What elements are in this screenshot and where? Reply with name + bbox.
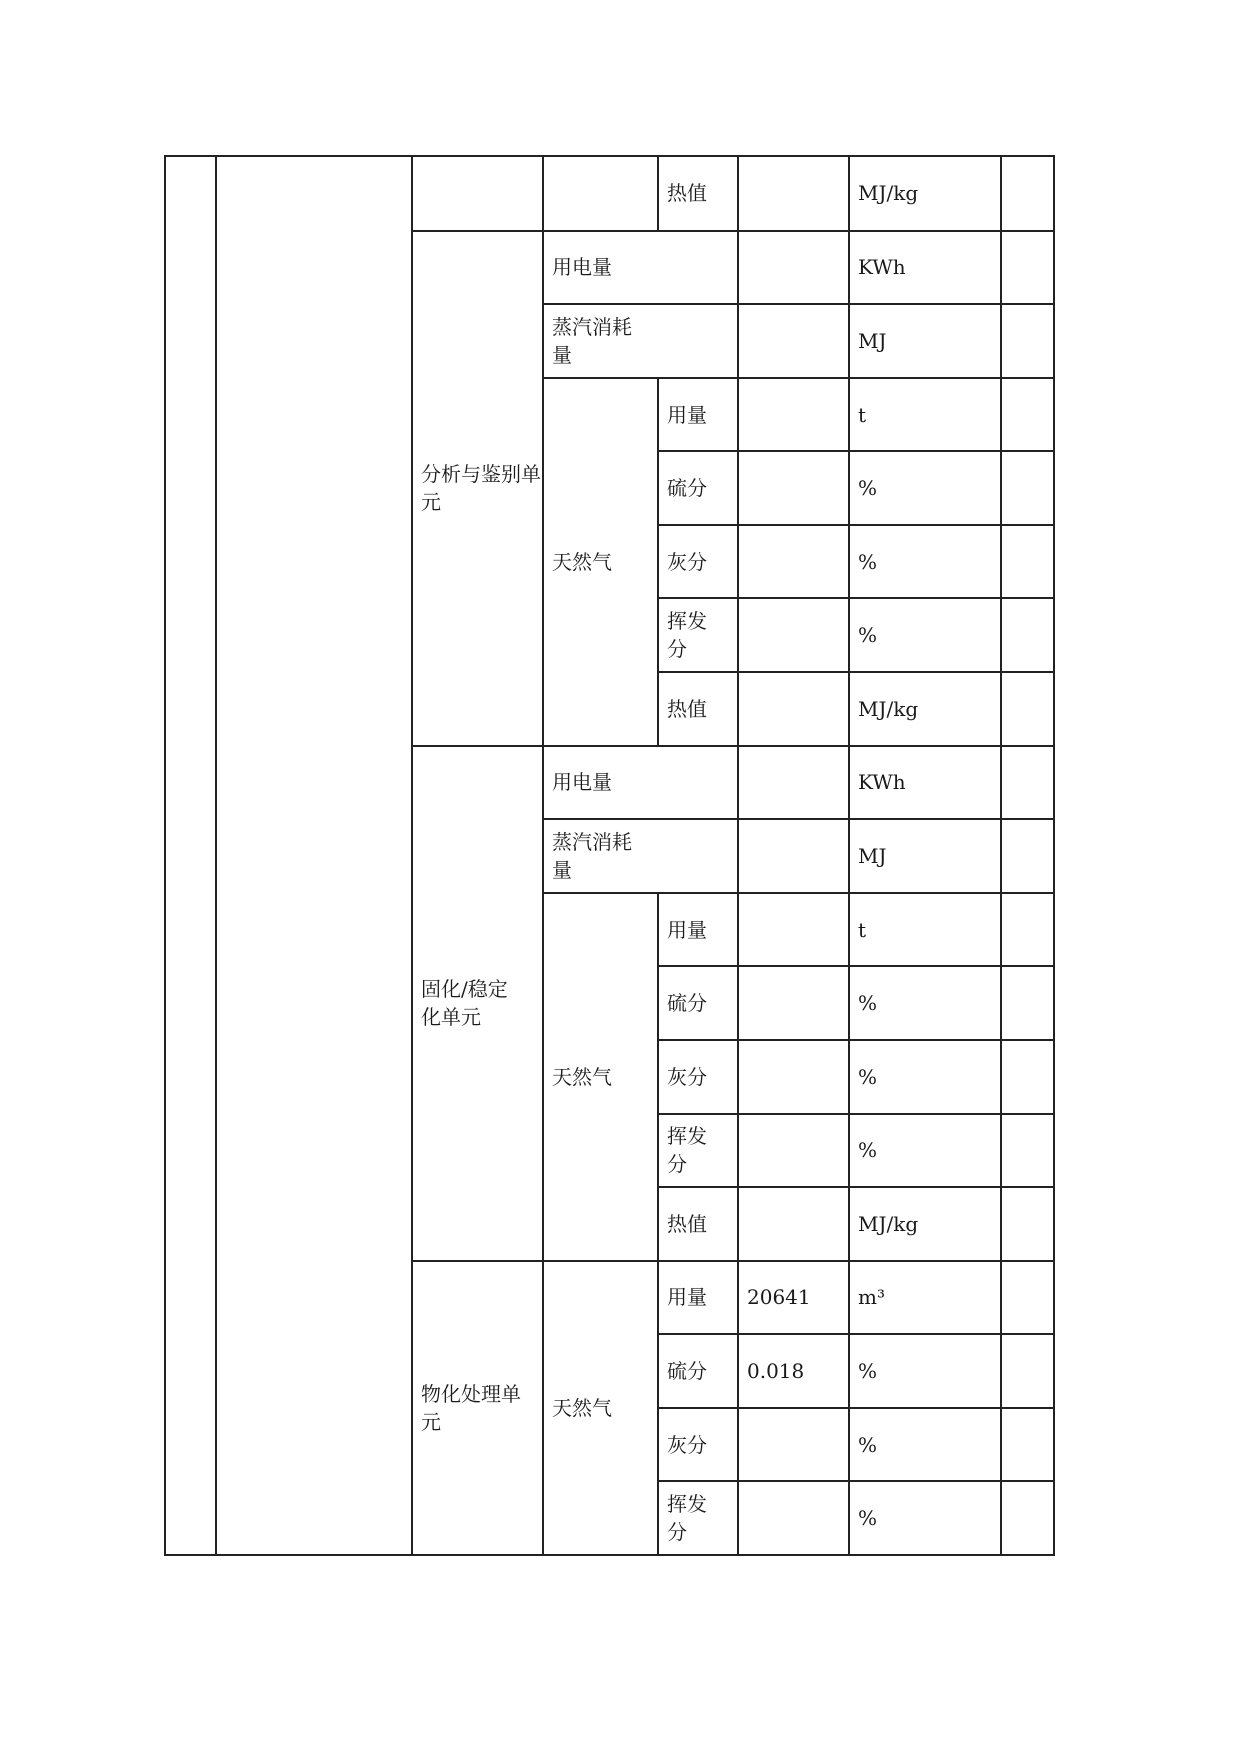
- remark-cell: [1001, 746, 1054, 820]
- value-cell: [738, 893, 849, 967]
- unit-cell: MJ: [849, 819, 1001, 893]
- value-cell: [738, 231, 849, 305]
- unit-cell: %: [849, 1114, 1001, 1188]
- value-cell: [738, 378, 849, 452]
- param-cell: 灰分: [658, 1040, 738, 1114]
- param-cell: 用量: [658, 378, 738, 452]
- remark-cell: [1001, 304, 1054, 378]
- value-cell: 0.018: [738, 1334, 849, 1408]
- remark-cell: [1001, 1481, 1054, 1555]
- value-cell: 20641: [738, 1261, 849, 1335]
- process-unit-cell: 物化处理单元: [412, 1261, 543, 1555]
- fuel-cell: 天然气: [543, 1261, 658, 1555]
- param-cell: 挥发分: [658, 598, 738, 672]
- index-column-cell: [165, 156, 216, 1555]
- value-cell: [738, 525, 849, 599]
- unit-cell: KWh: [849, 231, 1001, 305]
- remark-cell: [1001, 966, 1054, 1040]
- param-cell: 挥发分: [658, 1114, 738, 1188]
- remark-cell: [1001, 231, 1054, 305]
- param-cell: 硫分: [658, 1334, 738, 1408]
- remark-cell: [1001, 1261, 1054, 1335]
- value-cell: [738, 1114, 849, 1188]
- remark-cell: [1001, 1334, 1054, 1408]
- process-unit-cell: [412, 156, 543, 231]
- param-cell: 挥发分: [658, 1481, 738, 1555]
- param-cell: 热值: [658, 1187, 738, 1261]
- value-cell: [738, 966, 849, 1040]
- remark-cell: [1001, 156, 1054, 231]
- value-cell: [738, 1408, 849, 1482]
- item-cell: 蒸汽消耗量: [543, 304, 738, 378]
- value-cell: [738, 1040, 849, 1114]
- unit-cell: MJ/kg: [849, 1187, 1001, 1261]
- value-cell: [738, 451, 849, 525]
- param-cell: 用量: [658, 1261, 738, 1335]
- value-cell: [738, 1187, 849, 1261]
- process-unit-cell: 固化/稳定化单元: [412, 746, 543, 1261]
- unit-cell: %: [849, 451, 1001, 525]
- remark-cell: [1001, 525, 1054, 599]
- unit-cell: %: [849, 966, 1001, 1040]
- remark-cell: [1001, 1187, 1054, 1261]
- table-row: [165, 156, 1054, 231]
- energy-consumption-table: [164, 155, 1055, 1556]
- unit-cell: %: [849, 1408, 1001, 1482]
- param-cell: 热值: [658, 672, 738, 746]
- param-cell: 灰分: [658, 1408, 738, 1482]
- item-cell: 用电量: [543, 231, 738, 305]
- unit-cell: %: [849, 525, 1001, 599]
- unit-cell: MJ/kg: [849, 672, 1001, 746]
- item-cell: 用电量: [543, 746, 738, 820]
- remark-cell: [1001, 378, 1054, 452]
- unit-cell: MJ: [849, 304, 1001, 378]
- process-unit-cell: 分析与鉴别单元: [412, 231, 543, 746]
- fuel-cell: 天然气: [543, 378, 658, 746]
- unit-cell: %: [849, 1481, 1001, 1555]
- remark-cell: [1001, 451, 1054, 525]
- unit-cell: t: [849, 378, 1001, 452]
- value-cell: [738, 819, 849, 893]
- remark-cell: [1001, 1408, 1054, 1482]
- value-cell: [738, 1481, 849, 1555]
- param-cell: 用量: [658, 893, 738, 967]
- unit-cell: %: [849, 1040, 1001, 1114]
- value-cell: [738, 598, 849, 672]
- unit-cell: MJ/kg: [849, 156, 1001, 231]
- remark-cell: [1001, 1114, 1054, 1188]
- value-cell: [738, 746, 849, 820]
- param-cell: 硫分: [658, 966, 738, 1040]
- fuel-cell: 天然气: [543, 893, 658, 1261]
- unit-cell: m³: [849, 1261, 1001, 1335]
- category-column-cell: [216, 156, 412, 1555]
- remark-cell: [1001, 893, 1054, 967]
- value-cell: [738, 156, 849, 231]
- param-cell: 热值: [658, 156, 738, 231]
- unit-cell: %: [849, 1334, 1001, 1408]
- item-cell: [543, 156, 658, 231]
- remark-cell: [1001, 1040, 1054, 1114]
- remark-cell: [1001, 672, 1054, 746]
- param-cell: 灰分: [658, 525, 738, 599]
- unit-cell: KWh: [849, 746, 1001, 820]
- value-cell: [738, 672, 849, 746]
- remark-cell: [1001, 819, 1054, 893]
- value-cell: [738, 304, 849, 378]
- unit-cell: t: [849, 893, 1001, 967]
- unit-cell: %: [849, 598, 1001, 672]
- item-cell: 蒸汽消耗量: [543, 819, 738, 893]
- remark-cell: [1001, 598, 1054, 672]
- param-cell: 硫分: [658, 451, 738, 525]
